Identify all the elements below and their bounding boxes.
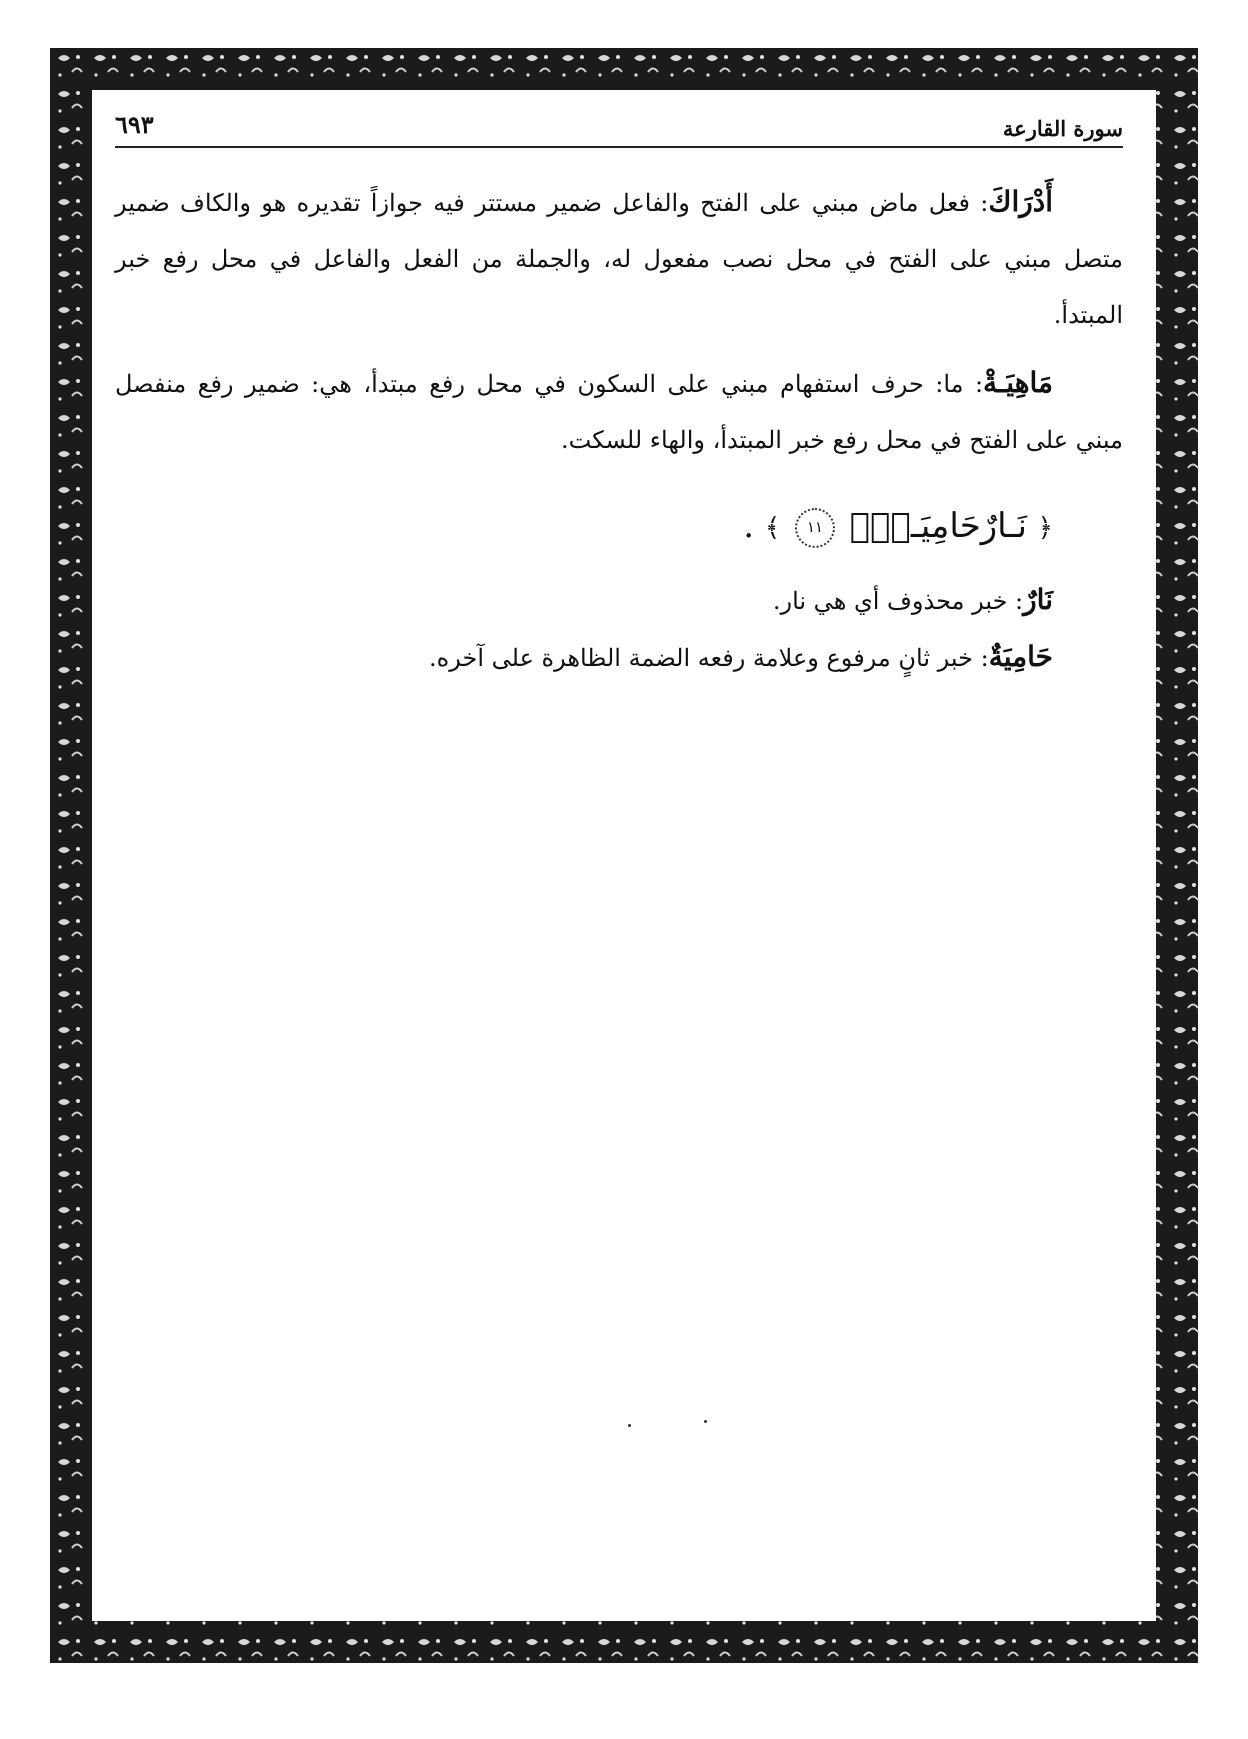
term-nar: نَارٌ [1023,583,1053,616]
note-nar-text: : خبر محذوف أي هي نار. [772,587,1024,615]
verse-open-bracket: ﴿ [1037,513,1053,543]
ayah-number-marker: ١١ [795,508,835,548]
scan-speck [704,1420,707,1423]
surah-title: سورة القارعة [1002,116,1123,141]
note-hamiyah-text: : خبر ثانٍ مرفوع وعلامة رفعه الضمة الظاهرة على آخره. [429,644,989,672]
quran-verse [115,496,1123,558]
term-hamiyah: حَامِيَةٌ [988,640,1053,673]
note-nar [115,572,1123,629]
page-number: ٦٩٣ [115,110,154,139]
paragraph-mahiyah [115,355,1123,468]
paragraph-adraka-text: : فعل ماض مبني على الفتح والفاعل ضمير مستتر فيه جوازاً تقديره هو والكاف ضمير متصل مبني على الفتح في محل نصب مفعول له، والجملة من الفعل والفاعل في محل رفع خبر المبتدأ. [115,189,1123,329]
paragraph-mahiyah-text: : ما: حرف استفهام مبني على السكون في محل رفع مبتدأ، هي: ضمير رفع منفصل مبني على الفتح في محل رفع خبر المبتدأ، والهاء للسكت. [115,370,1123,454]
term-adraka: أَدْرَاكَ [988,185,1053,218]
note-hamiyah [115,629,1123,686]
page-content [115,110,1123,686]
paragraph-adraka [115,174,1123,343]
term-mahiyah: مَاهِيَـةْ [983,366,1053,399]
scan-speck [628,1424,631,1427]
verse-close-bracket: ﴾ [764,513,781,543]
verse-end-mark: . [743,506,755,546]
verse-text: نَـارٌحَامِيَـةٌۢ [849,506,1027,546]
running-header [115,110,1123,148]
